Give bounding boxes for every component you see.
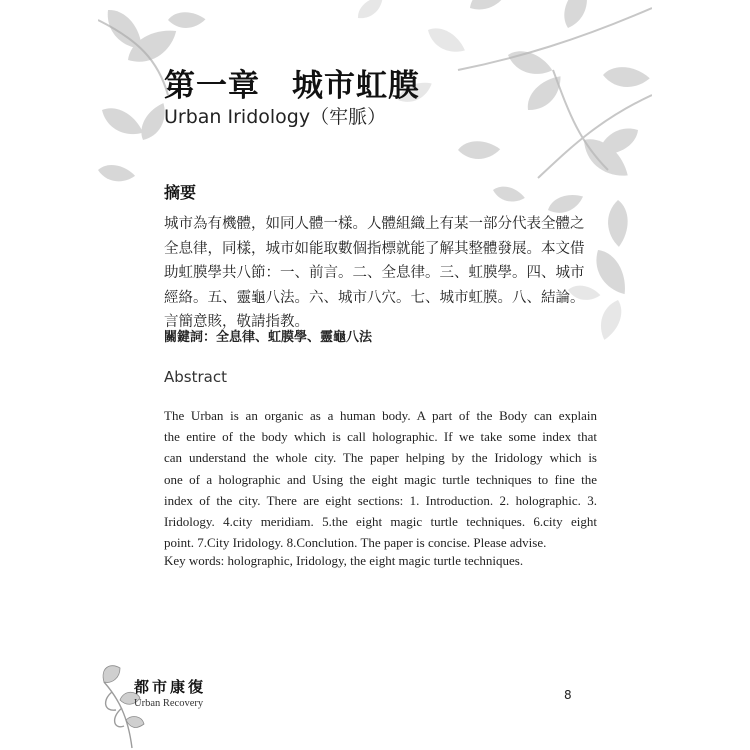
abstract-en-line: can understand the whole city. The paper helping by the Iridology which is (164, 450, 597, 466)
page-number: 8 (564, 688, 572, 702)
abstract-zh-body: 城市為有機體，如同人體一樣。人體組織上有某一部分代表全體之全息律，同樣，城市如能取數個指標就能了解其整體發展。本文借助虹膜學共八節：一、前言。二、全息律。三、虹膜學。四、城市經絡。五、靈龜八法。六、城市八穴。七、城市虹膜。八、結論。言簡意賅，敬請指教。 (164, 216, 585, 330)
abstract-en-line: one of a holographic and Using the eight magic turtle techniques to fine the (164, 471, 597, 487)
series-title-en: Urban Recovery (134, 698, 204, 709)
book-page (98, 0, 652, 750)
abstract-zh-heading: 摘要 (164, 183, 197, 202)
abstract-en-body (164, 405, 597, 553)
chapter-title-zh: 第一章 城市虹膜 (164, 68, 420, 104)
abstract-en-line: the entire of the body which is call holographic. If we take some index that (164, 429, 597, 445)
page-content (98, 0, 652, 750)
abstract-en-line: The Urban is an organic as a human body. A part of the Body can explain (164, 408, 597, 423)
abstract-en-line: point. 7.City Iridology. 8.Conclution. The paper is concise. Please advise. (164, 535, 547, 551)
abstract-en-heading: Abstract (164, 368, 227, 386)
keywords-en: Key words: holographic, Iridology, the eight magic turtle techniques. (164, 553, 524, 568)
keywords-zh: 關鍵詞：全息律、虹膜學、靈龜八法 (164, 330, 373, 345)
series-title-zh: 都市康復 (134, 678, 207, 696)
chapter-title-en: Urban Iridology（牢脈） (164, 106, 387, 128)
abstract-en-line: index of the city. There are eight sections: 1. Introduction. 2. holographic. 3. (164, 492, 597, 508)
abstract-en-line: Iridology. 4.city meridiam. 5.the eight magic turtle techniques. 6.city eight (164, 514, 597, 530)
